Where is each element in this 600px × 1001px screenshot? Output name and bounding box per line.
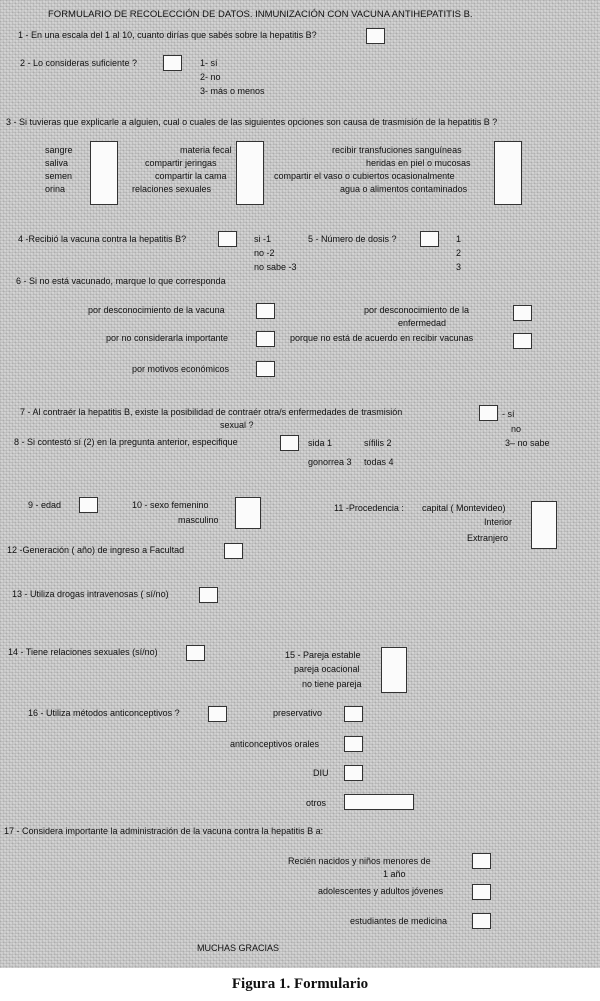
q6-option-a: por desconocimiento de la vacuna bbox=[88, 305, 225, 315]
q3-col3-item: agua o alimentos contaminados bbox=[340, 184, 468, 194]
question-10: 10 - sexo femenino bbox=[132, 500, 209, 510]
q6-b-box[interactable] bbox=[513, 305, 532, 321]
q16-option-3: DIU bbox=[313, 768, 329, 778]
q3-col2-checkbox-column[interactable] bbox=[236, 141, 264, 205]
q16-answer-box[interactable] bbox=[208, 706, 227, 722]
question-15: 15 - Pareja estable bbox=[285, 650, 361, 660]
q11-checkbox-column[interactable] bbox=[531, 501, 557, 549]
question-7: 7 - Al contraér la hepatitis B, existe la posibilidad de contraér otra/s enfermedades de trasmisión bbox=[20, 407, 403, 417]
q5-option-1: 1 bbox=[456, 234, 462, 244]
q14-answer-box[interactable] bbox=[186, 645, 205, 661]
q16-option-2-box[interactable] bbox=[344, 736, 363, 752]
q6-e-box[interactable] bbox=[256, 361, 275, 377]
question-8: 8 - Si contestó sí (2) en la pregunta anterior, especifique bbox=[14, 437, 238, 447]
q3-col1-item: semen bbox=[45, 171, 73, 181]
q17-option-3: estudiantes de medicina bbox=[350, 916, 448, 926]
question-7-cont: sexual ? bbox=[220, 420, 254, 430]
q4-answer-box[interactable] bbox=[218, 231, 237, 247]
question-2: 2 - Lo consideras suficiente ? bbox=[20, 58, 138, 68]
question-16: 16 - Utiliza métodos anticonceptivos ? bbox=[28, 708, 180, 718]
figure-caption: Figura 1. Formulario bbox=[231, 976, 369, 992]
q12-answer-box[interactable] bbox=[224, 543, 243, 559]
q5-answer-box[interactable] bbox=[420, 231, 439, 247]
q11-option-1: capital ( Montevideo) bbox=[422, 503, 506, 513]
q3-col3-item: recibir transfuciones sanguíneas bbox=[332, 145, 462, 155]
q3-col1-checkbox-column[interactable] bbox=[90, 141, 118, 205]
question-13: 13 - Utiliza drogas intravenosas ( sí/no) bbox=[12, 589, 169, 599]
q2-option-1: 1- sí bbox=[200, 58, 218, 68]
q15-option-2: pareja ocacional bbox=[294, 664, 360, 674]
q17-option-1-cont: 1 año bbox=[383, 869, 406, 879]
question-5: 5 - Número de dosis ? bbox=[308, 234, 397, 244]
q16-option-3-box[interactable] bbox=[344, 765, 363, 781]
q17-option-2: adolescentes y adultos jóvenes bbox=[318, 886, 444, 896]
q4-option-1: si -1 bbox=[254, 234, 272, 244]
q3-col3-checkbox-column[interactable] bbox=[494, 141, 522, 205]
q13-answer-box[interactable] bbox=[199, 587, 218, 603]
q5-option-3: 3 bbox=[456, 262, 462, 272]
q3-col1-item: orina bbox=[45, 184, 66, 194]
q16-option-1: preservativo bbox=[273, 708, 323, 718]
q3-col2-item: relaciones sexuales bbox=[132, 184, 212, 194]
q7-option-1: - sí bbox=[502, 409, 515, 419]
q3-col3-item: heridas en piel o mucosas bbox=[366, 158, 471, 168]
q6-option-b-cont: enfermedad bbox=[398, 318, 447, 328]
question-14: 14 - Tiene relaciones sexuales (sí/no) bbox=[8, 647, 158, 657]
q8-option-2: sífilis 2 bbox=[364, 438, 392, 448]
question-1: 1 - En una escala del 1 al 10, cuanto dirías que sabés sobre la hepatitis B? bbox=[18, 30, 317, 40]
q3-col1-item: sangre bbox=[45, 145, 73, 155]
q16-option-4: otros bbox=[306, 798, 327, 808]
q6-option-d: porque no está de acuerdo en recibir vacunas bbox=[290, 333, 474, 343]
q17-option-1-box[interactable] bbox=[472, 853, 491, 869]
q10-option-2: masculino bbox=[178, 515, 219, 525]
q8-answer-box[interactable] bbox=[280, 435, 299, 451]
q5-option-2: 2 bbox=[456, 248, 462, 258]
q2-option-2: 2- no bbox=[200, 72, 221, 82]
q6-option-c: por no considerarla importante bbox=[106, 333, 229, 343]
q8-option-3: gonorrea 3 bbox=[308, 457, 352, 467]
q2-answer-box[interactable] bbox=[163, 55, 182, 71]
question-11: 11 -Procedencia : bbox=[334, 503, 404, 513]
q6-option-e: por motivos económicos bbox=[132, 364, 230, 374]
question-6: 6 - Si no está vacunado, marque lo que corresponda bbox=[16, 276, 226, 286]
q17-option-3-box[interactable] bbox=[472, 913, 491, 929]
q15-option-3: no tiene pareja bbox=[302, 679, 362, 689]
q17-option-1: Recién nacidos y niños menores de bbox=[288, 856, 431, 866]
q17-option-2-box[interactable] bbox=[472, 884, 491, 900]
q6-d-box[interactable] bbox=[513, 333, 532, 349]
question-12: 12 -Generación ( año) de ingreso a Facultad bbox=[7, 545, 185, 555]
q16-option-2: anticonceptivos orales bbox=[230, 739, 320, 749]
q11-option-3: Extranjero bbox=[467, 533, 509, 543]
q6-option-b: por desconocimiento de la bbox=[364, 305, 470, 315]
question-9: 9 - edad bbox=[28, 500, 62, 510]
question-17: 17 - Considera importante la administración de la vacuna contra la hepatitis B a: bbox=[4, 826, 324, 836]
q3-col2-item: compartir la cama bbox=[155, 171, 227, 181]
q8-option-1: sida 1 bbox=[308, 438, 333, 448]
q8-option-4: todas 4 bbox=[364, 457, 394, 467]
q10-checkbox-column[interactable] bbox=[235, 497, 261, 529]
q1-answer-box[interactable] bbox=[366, 28, 385, 44]
q7-option-2: no bbox=[511, 424, 522, 434]
thanks-text: MUCHAS GRACIAS bbox=[197, 943, 280, 953]
q3-col3-item: compartir el vaso o cubiertos ocasionalmente bbox=[274, 171, 455, 181]
q4-option-3: no sabe -3 bbox=[254, 262, 297, 272]
q4-option-2: no -2 bbox=[254, 248, 275, 258]
q15-checkbox-column[interactable] bbox=[381, 647, 407, 693]
question-3: 3 - Si tuvieras que explicarle a alguien, cual o cuales de las siguientes opciones son causa de trasmisión de la hepatitis B ? bbox=[6, 117, 498, 127]
q6-c-box[interactable] bbox=[256, 331, 275, 347]
q7-answer-box[interactable] bbox=[479, 405, 498, 421]
q3-col1-item: saliva bbox=[45, 158, 69, 168]
q2-option-3: 3- más o menos bbox=[200, 86, 265, 96]
q9-answer-box[interactable] bbox=[79, 497, 98, 513]
q6-a-box[interactable] bbox=[256, 303, 275, 319]
q16-option-1-box[interactable] bbox=[344, 706, 363, 722]
q11-option-2: Interior bbox=[484, 517, 513, 527]
q3-col2-item: materia fecal bbox=[180, 145, 232, 155]
q16-other-field[interactable] bbox=[344, 794, 414, 810]
q3-col2-item: compartir jeringas bbox=[145, 158, 217, 168]
form-title: FORMULARIO DE RECOLECCIÓN DE DATOS. INMUNIZACIÓN CON VACUNA ANTIHEPATITIS B. bbox=[48, 9, 473, 20]
q7-option-3: 3– no sabe bbox=[505, 438, 550, 448]
question-4: 4 -Recibió la vacuna contra la hepatitis B? bbox=[18, 234, 187, 244]
